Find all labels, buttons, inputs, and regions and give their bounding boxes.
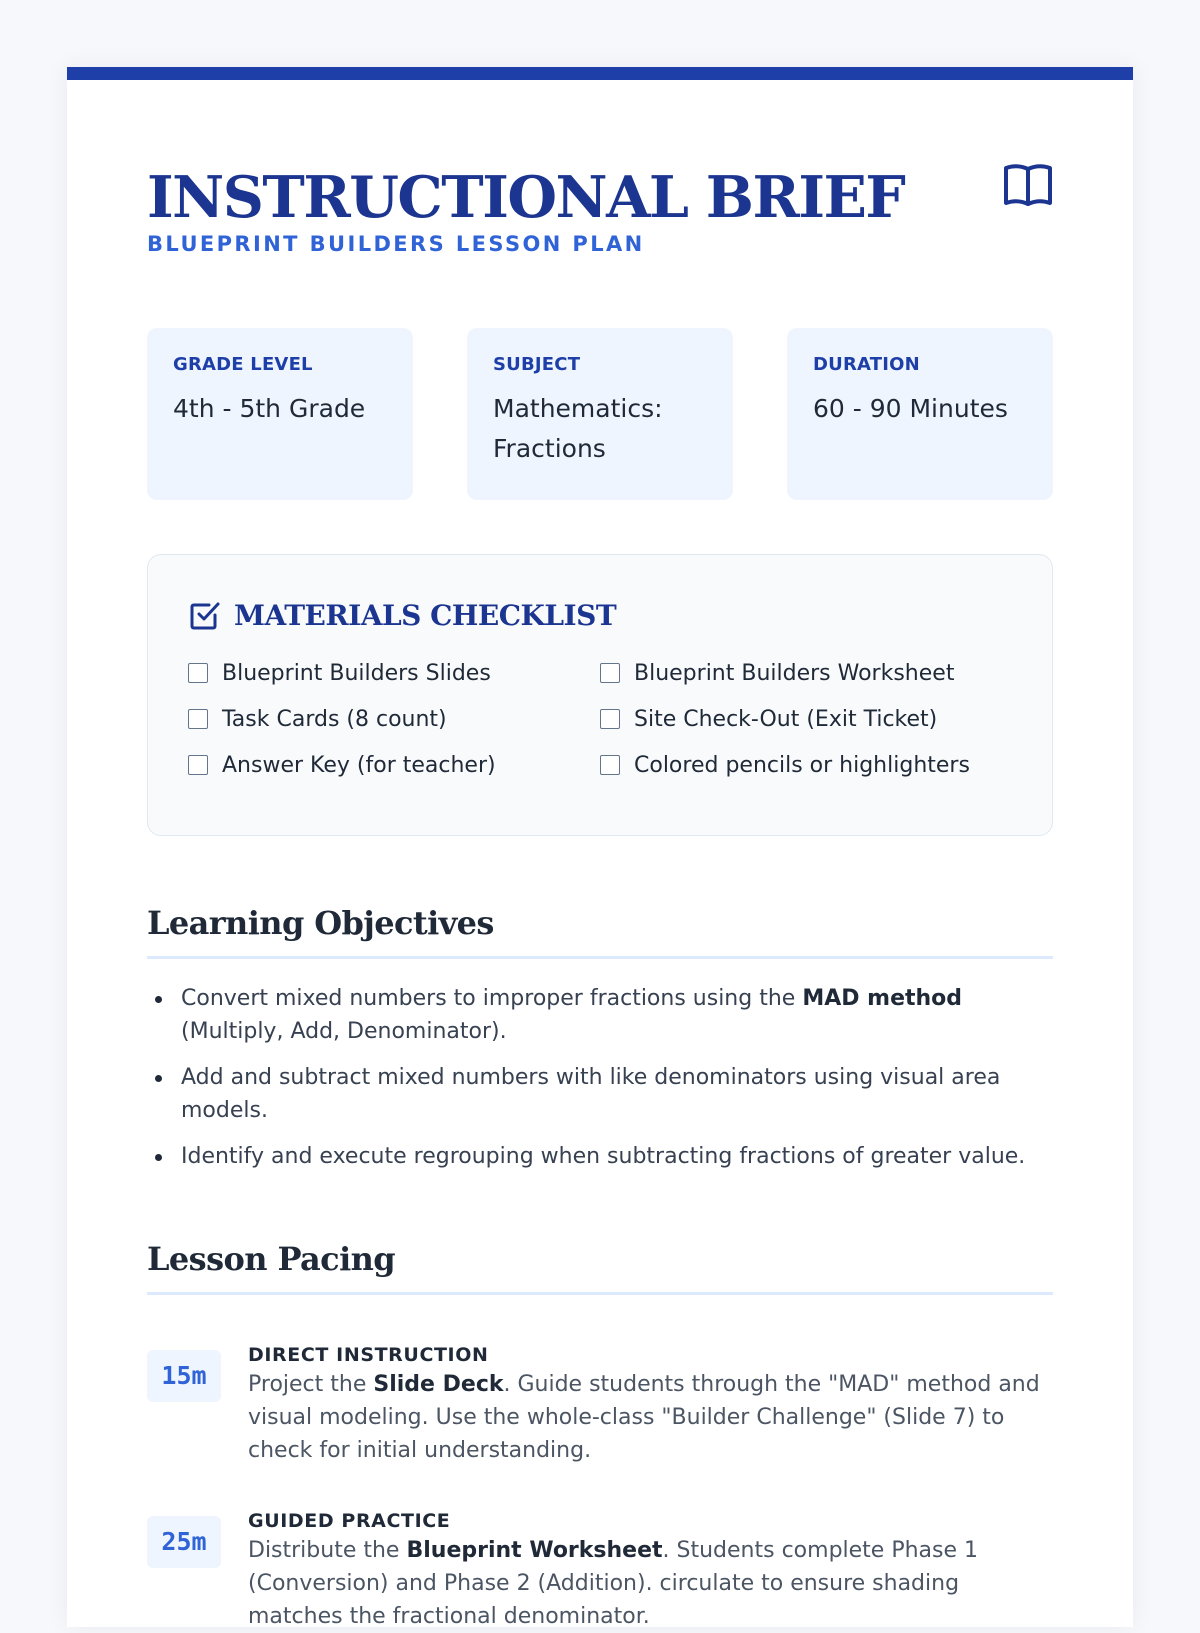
checkbox[interactable] [188, 755, 208, 775]
pacing-emphasis: Blueprint Worksheet [406, 1538, 663, 1563]
checkbox[interactable] [188, 709, 208, 729]
meta-card-subject [467, 328, 733, 500]
meta-label: DURATION [813, 354, 920, 375]
material-item-label: Answer Key (for teacher) [222, 752, 496, 778]
book-open-icon [1003, 162, 1053, 208]
learning-objectives-list [147, 982, 1053, 1186]
objective-emphasis: MAD method [802, 986, 963, 1011]
checkbox[interactable] [600, 663, 620, 683]
pacing-text: Distribute the [248, 1538, 407, 1563]
pacing-time-badge: 15m [147, 1350, 221, 1402]
checkbox[interactable] [600, 755, 620, 775]
objective-item [147, 1140, 1053, 1173]
materials-checklist-header [188, 595, 1012, 635]
pacing-body [248, 1342, 1053, 1467]
learning-objectives-heading: Learning Objectives [147, 904, 1053, 959]
material-item-label: Blueprint Builders Slides [222, 660, 491, 686]
material-item[interactable] [188, 751, 600, 779]
pacing-text: Project the [248, 1372, 374, 1397]
objective-text-end: (Multiply, Add, Denominator). [181, 1019, 507, 1044]
objective-text: Add and subtract mixed numbers with like denominators using visual area models. [181, 1065, 1001, 1123]
lesson-meta-cards [147, 328, 1053, 500]
material-item[interactable] [188, 705, 600, 733]
pacing-title: DIRECT INSTRUCTION [248, 1344, 489, 1366]
meta-value: 4th - 5th Grade [173, 394, 366, 423]
pacing-title: GUIDED PRACTICE [248, 1510, 451, 1532]
pacing-time-badge: 25m [147, 1516, 221, 1568]
objective-text: Convert mixed numbers to improper fractions using the [181, 986, 803, 1011]
lesson-pacing-heading: Lesson Pacing [147, 1240, 1053, 1295]
pacing-text-end: . Students complete Phase 1 (Conversion) and Phase 2 (Addition). circulate to ensure shading matches the fractional denominator. [248, 1538, 979, 1629]
document-subtitle: BLUEPRINT BUILDERS LESSON PLAN [147, 232, 645, 256]
lesson-plan-page [67, 67, 1133, 1627]
checkbox[interactable] [600, 709, 620, 729]
materials-checklist-title: MATERIALS CHECKLIST [234, 598, 617, 632]
meta-label: GRADE LEVEL [173, 354, 313, 375]
material-item[interactable] [600, 751, 1020, 779]
pacing-description [248, 1368, 1053, 1467]
materials-list [188, 659, 1012, 779]
objective-item [147, 1061, 1053, 1127]
meta-card-duration [787, 328, 1053, 500]
material-item[interactable] [600, 705, 1020, 733]
material-item[interactable] [600, 659, 1020, 687]
materials-checklist [147, 554, 1053, 836]
pacing-text-end: . Guide students through the "MAD" method and visual modeling. Use the whole-class "Builder Challenge" (Slide 7) to check for initial understanding. [248, 1372, 1040, 1463]
meta-label: SUBJECT [493, 354, 581, 375]
material-item-label: Task Cards (8 count) [222, 706, 447, 732]
document-header [147, 166, 1053, 266]
pacing-body [248, 1508, 1053, 1633]
material-item-label: Colored pencils or highlighters [634, 752, 970, 778]
meta-value: Mathematics: Fractions [493, 394, 663, 463]
meta-value: 60 - 90 Minutes [813, 394, 1008, 423]
checkbox-icon [188, 598, 222, 632]
objective-text: Identify and execute regrouping when subtracting fractions of greater value. [181, 1144, 1026, 1169]
pacing-emphasis: Slide Deck [373, 1372, 504, 1397]
objective-item [147, 982, 1053, 1048]
material-item[interactable] [188, 659, 600, 687]
document-title: INSTRUCTIONAL BRIEF [147, 164, 905, 231]
pacing-description [248, 1534, 1053, 1633]
checkbox[interactable] [188, 663, 208, 683]
material-item-label: Site Check-Out (Exit Ticket) [634, 706, 938, 732]
material-item-label: Blueprint Builders Worksheet [634, 660, 955, 686]
meta-card-grade-level [147, 328, 413, 500]
